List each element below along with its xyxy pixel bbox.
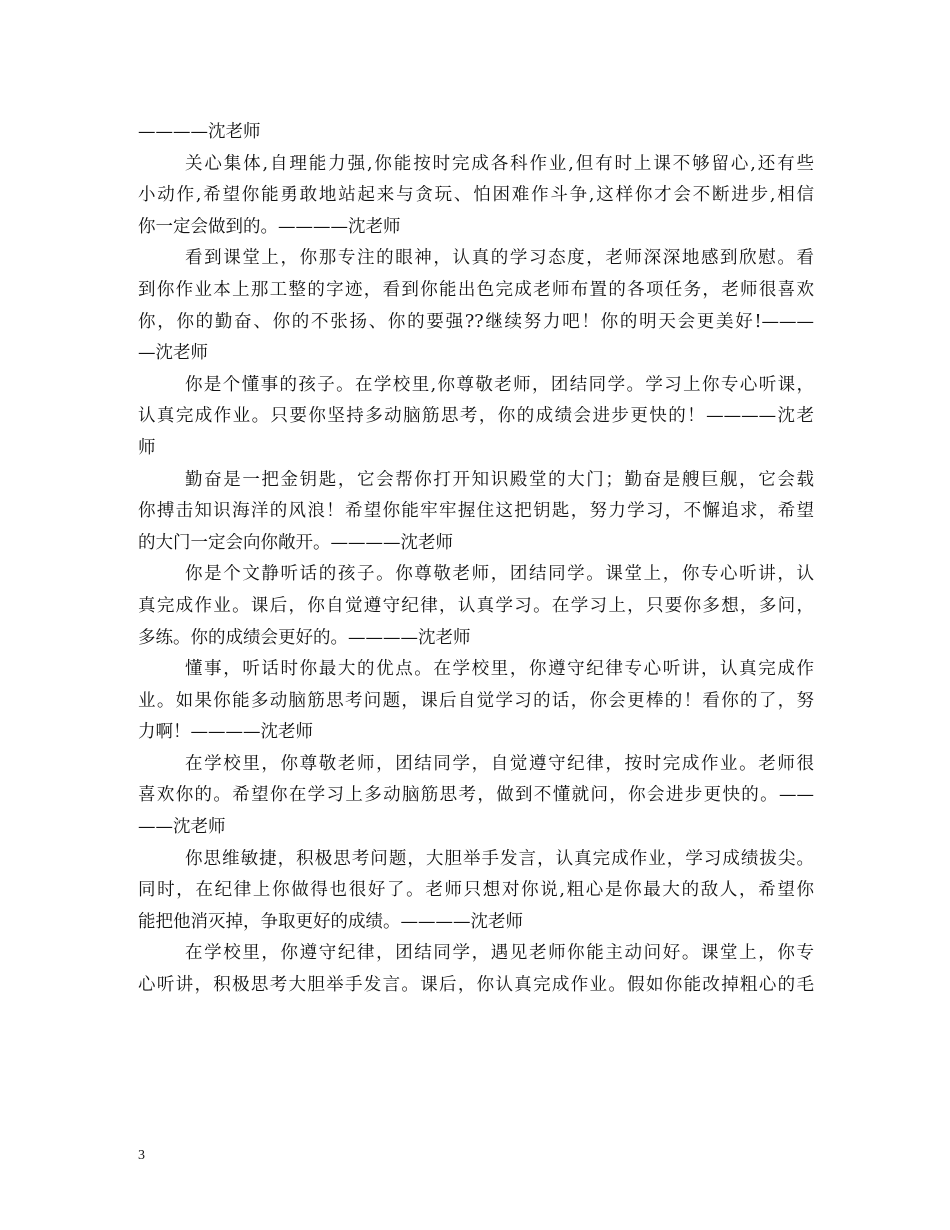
text-line: 师: [138, 437, 156, 458]
text-line: 喜欢你的。希望你在学习上多动脑筋思考，做到不懂就问，你会进步更快的。——: [138, 785, 814, 806]
text-line: 业。如果你能多动脑筋思考问题，课后自觉学习的话，你会更棒的！看你的了，努: [138, 690, 814, 711]
text-line: 认真完成作业。只要你坚持多动脑筋思考，你的成绩会进步更快的！————沈老: [138, 406, 814, 427]
paragraph-start-line: 你是个懂事的孩子。在学校里,你尊敬老师，团结同学。学习上你专心听课，: [185, 374, 814, 395]
paragraph-start-line: 勤奋是一把金钥匙，它会帮你打开知识殿堂的大门；勤奋是艘巨舰，它会载: [185, 469, 814, 490]
text-line: 心听讲，积极思考大胆举手发言。课后，你认真完成作业。假如你能改掉粗心的毛: [138, 975, 814, 996]
paragraph-start-line: 你思维敏捷，积极思考问题，大胆举手发言，认真完成作业，学习成绩拔尖。: [185, 848, 814, 869]
paragraph-start-line: 关心集体,自理能力强,你能按时完成各科作业,但有时上课不够留心,还有些: [185, 153, 814, 174]
text-line: —沈老师: [138, 343, 208, 364]
paragraph-start-line: 看到课堂上，你那专注的眼神，认真的学习态度，老师深深地感到欣慰。看: [185, 248, 814, 269]
paragraph-start-line: 你是个文静听话的孩子。你尊敬老师，团结同学。课堂上，你专心听讲，认: [185, 564, 814, 585]
text-line: 小动作,希望你能勇敢地站起来与贪玩、怕困难作斗争,这样你才会不断进步,相信: [138, 185, 814, 206]
text-line: 多练。你的成绩会更好的。————沈老师: [138, 627, 471, 648]
text-line: 能把他消灭掉，争取更好的成绩。————沈老师: [138, 911, 523, 932]
paragraph-start-line: 懂事，听话时你最大的优点。在学校里，你遵守纪律专心听讲，认真完成作: [185, 659, 814, 680]
text-line: 你，你的勤奋、你的不张扬、你的要强??继续努力吧！你的明天会更美好!———: [138, 311, 814, 332]
text-line: 力啊！————沈老师: [138, 722, 313, 743]
text-line: ——沈老师: [138, 817, 226, 838]
paragraph-start-line: 在学校里，你遵守纪律，团结同学，遇见老师你能主动问好。课堂上，你专: [185, 943, 814, 964]
text-line: 你搏击知识海洋的风浪！希望你能牢牢握住这把钥匙，努力学习，不懈追求，希望: [138, 501, 814, 522]
paragraph-start-line: 在学校里，你尊敬老师，团结同学，自觉遵守纪律，按时完成作业。老师很: [185, 753, 814, 774]
text-line: 的大门一定会向你敞开。————沈老师: [138, 532, 453, 553]
text-line: 同时，在纪律上你做得也很好了。老师只想对你说,粗心是你最大的敌人，希望你: [138, 880, 814, 901]
text-line: 你一定会做到的。————沈老师: [138, 216, 401, 237]
document-body: [138, 117, 814, 1002]
text-line: 到你作业本上那工整的字迹，看到你能出色完成老师布置的各项任务，老师很喜欢: [138, 279, 814, 300]
page-number: 3: [138, 1148, 145, 1163]
text-line: 真完成作业。课后，你自觉遵守纪律，认真学习。在学习上，只要你多想，多问，: [138, 595, 814, 616]
text-line: ————沈老师: [138, 122, 261, 142]
